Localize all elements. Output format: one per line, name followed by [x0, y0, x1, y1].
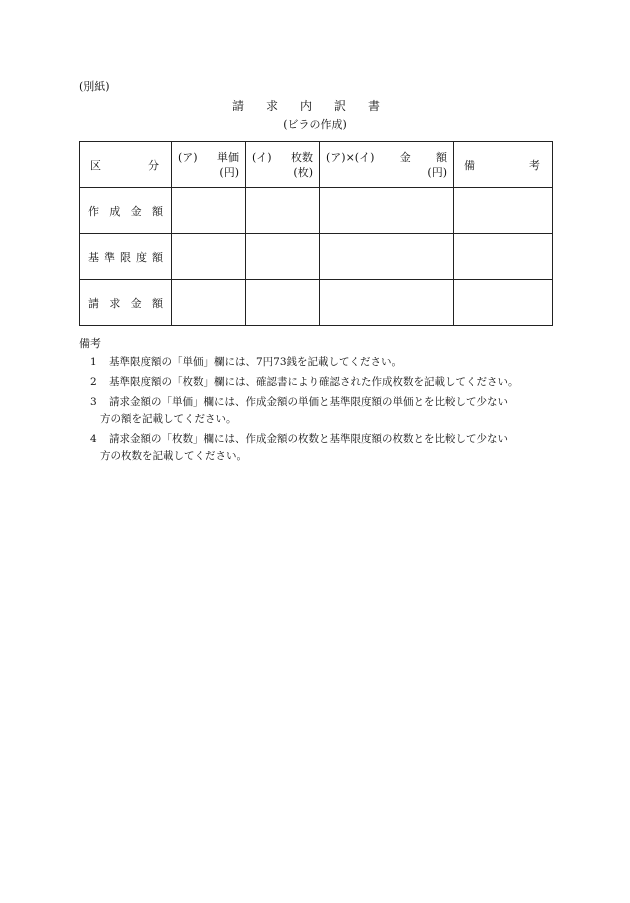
cell-remarks[interactable]	[454, 280, 553, 326]
table-row-production-amount	[80, 188, 553, 234]
cell-unit-price[interactable]	[172, 188, 246, 234]
note-item: 2 基準限度額の「枚数」欄には、確認書により確認された作成枚数を記載してください。	[90, 376, 519, 388]
cell-unit-price[interactable]	[172, 280, 246, 326]
notes-list	[90, 354, 560, 468]
cell-quantity[interactable]	[246, 188, 320, 234]
table-row-standard-limit	[80, 234, 553, 280]
note-item: 3 請求金額の「単価」欄には、作成金額の単価と基準限度額の単価とを比較して少ない 方の額を記載してください。	[90, 396, 508, 425]
cell-quantity[interactable]	[246, 280, 320, 326]
header-unit-price: (ア) 単価 (円)	[172, 142, 246, 188]
note-item: 4 請求金額の「枚数」欄には、作成金額の枚数と基準限度額の枚数とを比較して少ない 方の枚数を記載してください。	[90, 433, 508, 462]
breakdown-table	[79, 141, 553, 326]
header-amount: (ア)×(イ) 金 額 (円)	[320, 142, 454, 188]
row-label: 作 成 金 額	[80, 188, 172, 234]
cell-amount[interactable]	[320, 188, 454, 234]
row-label: 請 求 金 額	[80, 280, 172, 326]
header-remarks: 備 考	[454, 142, 553, 188]
cell-remarks[interactable]	[454, 234, 553, 280]
header-quantity: (イ) 枚数 (枚)	[246, 142, 320, 188]
table-row-claim-amount	[80, 280, 553, 326]
cell-quantity[interactable]	[246, 234, 320, 280]
notes-heading: 備考	[79, 337, 101, 350]
attachment-label: (別紙)	[79, 80, 110, 93]
document-subtitle: (ビラの作成)	[283, 118, 347, 131]
document-title: 請求内訳書	[231, 99, 402, 113]
header-category: 区 分	[80, 142, 172, 188]
note-item: 1 基準限度額の「単価」欄には、7円73銭を記載してください。	[90, 356, 403, 368]
cell-unit-price[interactable]	[172, 234, 246, 280]
cell-amount[interactable]	[320, 234, 454, 280]
cell-amount[interactable]	[320, 280, 454, 326]
row-label: 基 準 限 度 額	[80, 234, 172, 280]
table-header-row	[80, 142, 553, 188]
cell-remarks[interactable]	[454, 188, 553, 234]
